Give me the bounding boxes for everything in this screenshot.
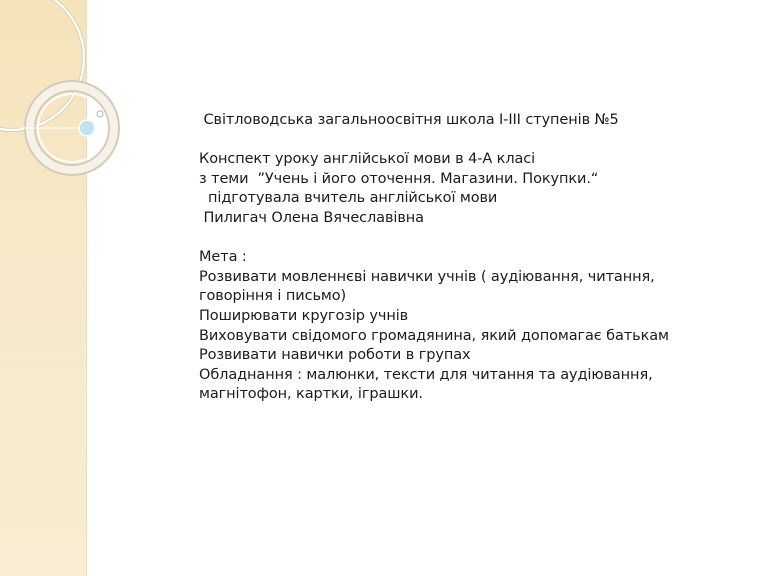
decorative-rings [0, 0, 130, 200]
spacer [199, 229, 719, 249]
school-title: Світловодська загальноосвітня школа І-ІІІ ступенів №5 [199, 112, 619, 128]
summary-line-3: підготувала вчитель англійської мови [199, 190, 498, 207]
goal-line-4: Розвивати навички роботи в групах [199, 347, 471, 364]
goal-line-3: Виховувати свідомого громадянина, який допомагає батькам [199, 327, 669, 344]
equipment-line-1: Обладнання : малюнки, тексти для читання та аудіювання, [199, 366, 653, 383]
goal-heading: Мета : [199, 249, 247, 266]
equipment-line-2: магнітофон, картки, іграшки. [199, 386, 423, 403]
summary-line-4: Пилигач Олена Вячеславівна [199, 209, 424, 226]
goal-line-1b: говоріння і письмо) [199, 288, 347, 305]
summary-line-2: з теми ”Учень і його оточення. Магазини. Покупки.“ [199, 170, 599, 187]
summary-line-1: Конспект уроку англійської мови в 4-А класі [199, 151, 536, 168]
goal-line-1a: Розвивати мовленнєві навички учнів ( аудіювання, читання, [199, 268, 655, 285]
blue-dot [79, 120, 95, 136]
goal-line-2: Поширювати кругозір учнів [199, 307, 409, 324]
spacer [199, 131, 719, 151]
slide-text [199, 111, 719, 405]
